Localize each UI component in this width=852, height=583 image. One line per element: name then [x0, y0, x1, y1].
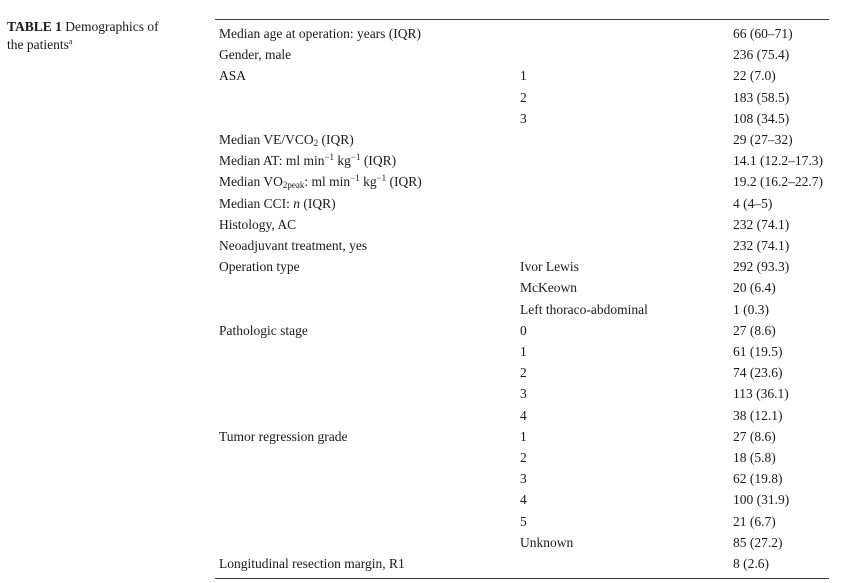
row-label: Neoadjuvant treatment, yes — [219, 238, 368, 254]
row-value: 100 (31.9) — [733, 492, 790, 508]
table-row — [219, 405, 829, 426]
row-label: Median $VE/VCO_2$ (IQR) — [219, 132, 354, 149]
table-row — [219, 150, 829, 171]
row-subcategory: 1 — [520, 428, 527, 444]
table-row — [219, 214, 829, 235]
table-bottom-rule — [215, 578, 829, 579]
row-value: 232 (74.1) — [733, 238, 790, 254]
row-value: 19.2 (16.2–22.7) — [733, 174, 823, 190]
row-subcategory: 5 — [520, 513, 527, 529]
row-value: 8 (2.6) — [733, 556, 769, 572]
table-row — [219, 171, 829, 192]
row-value: 18 (5.8) — [733, 450, 776, 466]
table-row — [219, 447, 829, 468]
row-value: 20 (6.4) — [733, 280, 776, 296]
row-value: 27 (8.6) — [733, 428, 776, 444]
row-value: 27 (8.6) — [733, 322, 776, 338]
table-row — [219, 235, 829, 256]
row-value: 62 (19.8) — [733, 471, 783, 487]
row-subcategory — [520, 23, 733, 44]
demographics-table — [219, 23, 829, 574]
row-subcategory — [520, 235, 733, 256]
table-label: TABLE 1 — [7, 19, 62, 34]
row-value: 29 (27–32) — [733, 132, 793, 148]
row-subcategory: 4 — [520, 492, 527, 508]
row-subcategory — [520, 171, 733, 192]
table-row — [219, 383, 829, 404]
row-label — [219, 277, 520, 298]
row-subcategory: Ivor Lewis — [520, 259, 579, 275]
row-label — [219, 108, 520, 129]
row-subcategory — [520, 553, 733, 574]
row-subcategory — [520, 129, 733, 150]
row-value: 232 (74.1) — [733, 216, 790, 232]
row-label — [219, 299, 520, 320]
row-label: Longitudinal resection margin, R1 — [219, 556, 405, 572]
row-subcategory: 2 — [520, 450, 527, 466]
row-subcategory — [520, 44, 733, 65]
row-subcategory — [520, 214, 733, 235]
table-row — [219, 129, 829, 150]
row-value: 113 (36.1) — [733, 386, 789, 402]
table-row — [219, 511, 829, 532]
caption-text-line2: the patients — [7, 37, 69, 52]
row-subcategory: 3 — [520, 110, 527, 126]
row-label: Median age at operation: years (IQR) — [219, 26, 422, 41]
row-subcategory: 2 — [520, 89, 527, 105]
row-value: 85 (27.2) — [733, 534, 783, 550]
row-value: 38 (12.1) — [733, 407, 783, 423]
row-label: Histology, AC — [219, 216, 297, 232]
table-row — [219, 44, 829, 65]
row-subcategory: 1 — [520, 344, 527, 360]
table-row — [219, 489, 829, 510]
table-row — [219, 108, 829, 129]
row-subcategory: Left thoraco-abdominal — [520, 301, 648, 317]
table-row — [219, 341, 829, 362]
caption-text-line1: Demographics of — [65, 19, 159, 34]
row-label — [219, 362, 520, 383]
table-row — [219, 277, 829, 298]
row-value: 22 (7.0) — [733, 68, 776, 84]
row-label: Pathologic stage — [219, 322, 308, 338]
table-row — [219, 299, 829, 320]
row-value: 183 (58.5) — [733, 89, 790, 105]
row-label — [219, 447, 520, 468]
row-label: Median $VO_{2peak}$: ml $\min^{-1} kg^{-1}$ (IQR) — [219, 173, 422, 191]
row-label: ASA — [219, 68, 247, 84]
row-subcategory: 3 — [520, 386, 527, 402]
row-subcategory: McKeown — [520, 280, 577, 296]
table-row — [219, 553, 829, 574]
row-label — [219, 341, 520, 362]
table-row — [219, 426, 829, 447]
caption-footnote-mark: a — [68, 37, 73, 46]
row-value: 61 (19.5) — [733, 344, 783, 360]
row-label — [219, 383, 520, 404]
table-row — [219, 532, 829, 553]
row-value: 4 (4–5) — [733, 195, 773, 211]
table-top-rule — [215, 19, 829, 20]
row-label — [219, 87, 520, 108]
row-value: 66 (60–71) — [733, 26, 793, 41]
row-value: 21 (6.7) — [733, 513, 776, 529]
row-label: Gender, male — [219, 47, 292, 63]
row-value: 74 (23.6) — [733, 365, 783, 381]
row-value: 108 (34.5) — [733, 110, 790, 126]
table-row — [219, 256, 829, 277]
row-subcategory: 4 — [520, 407, 527, 423]
row-value: 236 (75.4) — [733, 47, 790, 63]
row-subcategory — [520, 150, 733, 171]
row-subcategory: 2 — [520, 365, 527, 381]
row-value: 292 (93.3) — [733, 259, 790, 275]
table-row — [219, 468, 829, 489]
table-row — [219, 23, 829, 44]
row-label: Tumor regression grade — [219, 428, 348, 444]
row-subcategory: 3 — [520, 471, 527, 487]
row-subcategory: 1 — [520, 68, 527, 84]
row-label — [219, 489, 520, 510]
row-label — [219, 405, 520, 426]
table-row — [219, 362, 829, 383]
row-subcategory — [520, 193, 733, 214]
row-label: Operation type — [219, 259, 300, 275]
row-label — [219, 468, 520, 489]
row-label: Median AT: ml $\min^{-1} kg^{-1}$ (IQR) — [219, 152, 397, 169]
row-label: Median CCI: n (IQR) — [219, 195, 336, 211]
table-row — [219, 320, 829, 341]
row-subcategory: Unknown — [520, 534, 574, 550]
row-value: 14.1 (12.2–17.3) — [733, 153, 823, 169]
table-caption — [7, 18, 197, 54]
table-row — [219, 65, 829, 86]
row-label — [219, 532, 520, 553]
row-subcategory: 0 — [520, 322, 527, 338]
table-row — [219, 193, 829, 214]
table-row — [219, 87, 829, 108]
row-label — [219, 511, 520, 532]
row-value: 1 (0.3) — [733, 301, 769, 317]
